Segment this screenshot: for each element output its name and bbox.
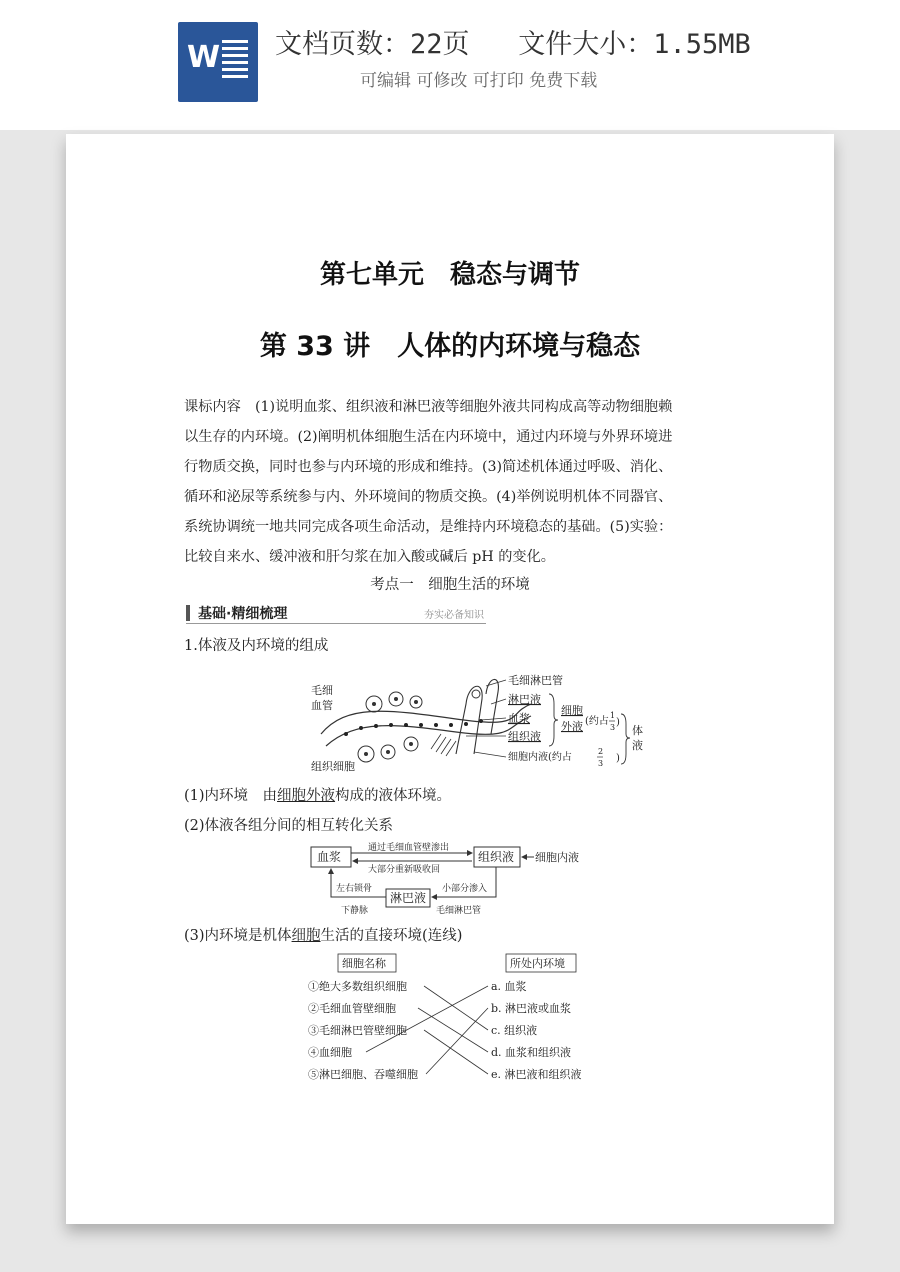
environment-item: a. 血浆 <box>491 980 527 993</box>
item-1-1-suffix: 构成的液体环境。 <box>335 788 452 804</box>
left-path-top-label: 左右锁骨 <box>336 884 373 894</box>
body-fluid-diagram <box>306 664 616 774</box>
arrow-back-label: 大部分重新吸收回 <box>368 865 441 875</box>
environment-item: b. 淋巴液或血浆 <box>491 1002 572 1015</box>
icf-ratio-denominator: 3 <box>598 759 604 768</box>
item-1-3-suffix: 生活的直接环境(连线) <box>320 928 463 944</box>
standard-line: 比较自来水、缓冲液和肝匀浆在加入酸或碱后 pH 的变化。 <box>184 549 555 565</box>
cell-item: ①绝大多数组织细胞 <box>308 980 407 993</box>
standard-line: 系统协调统一地共同完成各项生命活动，是维持内环境稳态的基础。(5)实验： <box>184 519 673 535</box>
ecf-label-2: 外液 <box>561 720 583 733</box>
lymph-box-label: 淋巴液 <box>390 891 427 905</box>
standard-line: 行物质交换，同时也参与内环境的形成和维持。(3)简述机体通过呼吸、消化、 <box>184 459 673 475</box>
section-tag: 夯实必备知识 <box>424 610 484 621</box>
section-marker <box>186 605 190 621</box>
lymph-capillary-label: 毛细淋巴管 <box>508 674 563 687</box>
word-document-icon <box>178 22 258 102</box>
arrow-top-label: 通过毛细血管壁渗出 <box>368 843 450 853</box>
lecture-title: 第 33 讲 人体的内环境与稳态 <box>259 331 641 362</box>
cell-item: ④血细胞 <box>308 1046 352 1059</box>
icf-label: 细胞内液(约占 <box>508 752 572 763</box>
item-1-3-prefix: (3)内环境是机体 <box>184 928 292 944</box>
right-path-bottom-label: 毛细淋巴管 <box>436 906 482 916</box>
cell-item: ②毛细血管壁细胞 <box>308 1002 396 1015</box>
environment-item: d. 血浆和组织液 <box>491 1046 572 1059</box>
document-lines-icon <box>222 40 248 82</box>
section-header <box>186 603 486 624</box>
standard-line: 课标内容 (1)说明血浆、组织液和淋巴液等细胞外液共同构成高等动物细胞赖 <box>184 399 673 415</box>
item-1-heading: 1.体液及内环境的组成 <box>184 638 329 654</box>
body-fluid-brace <box>616 694 656 774</box>
word-logo-letter: W <box>187 40 221 75</box>
item-1-2: (2)体液各组分间的相互转化关系 <box>184 818 394 834</box>
ecf-ratio-label: (约占 <box>585 716 609 727</box>
item-1-1-prefix: (1)内环境 由 <box>184 788 278 804</box>
left-path-bottom-label: 下静脉 <box>341 906 369 916</box>
body-fluid-label-2: 液 <box>632 739 643 752</box>
ecf-ratio-close: ) <box>616 717 620 728</box>
fluid-conversion-diagram <box>306 839 596 919</box>
tissue-fluid-box-label: 组织液 <box>478 850 515 864</box>
icf-box-label: 细胞内液 <box>535 851 579 864</box>
unit-title: 第七单元 稳态与调节 <box>319 260 580 290</box>
download-banner <box>0 0 900 130</box>
cell-item: ③毛细淋巴管壁细胞 <box>308 1024 407 1037</box>
plasma-box-label: 血浆 <box>317 850 342 864</box>
standard-line: 循环和泌尿等系统参与内、外环境间的物质交换。(4)举例说明机体不同器官、 <box>184 489 673 505</box>
cell-environment-matching <box>306 952 606 1087</box>
item-1-1 <box>184 784 451 805</box>
standard-line: 以生存的内环境。(2)阐明机体细胞生活在内环境中，通过内环境与外界环境进 <box>184 429 673 445</box>
environment-item: e. 淋巴液和组织液 <box>491 1068 582 1081</box>
lymph-label: 淋巴液 <box>508 693 541 706</box>
left-column-header: 细胞名称 <box>342 957 386 970</box>
section-label: 基础·精细梳理 <box>198 606 288 622</box>
document-info-title: 文档页数：22页 文件大小：1.55MB <box>275 29 751 60</box>
curriculum-standard <box>184 392 720 572</box>
document-page <box>66 134 834 1224</box>
plasma-label: 血浆 <box>508 712 530 725</box>
ecf-label-1: 细胞 <box>561 704 583 717</box>
environment-item: c. 组织液 <box>491 1024 538 1037</box>
right-column-header: 所处内环境 <box>510 957 565 970</box>
item-1-1-answer: 细胞外液 <box>277 788 336 804</box>
item-1-3 <box>184 924 462 945</box>
cell-item: ⑤淋巴细胞、吞噬细胞 <box>308 1068 418 1081</box>
tissue-fluid-label: 组织液 <box>508 730 541 743</box>
document-features: 可编辑 可修改 可打印 免费下载 <box>360 71 598 91</box>
right-path-top-label: 小部分渗入 <box>442 884 488 894</box>
body-fluid-label-1: 体 <box>632 724 643 737</box>
icf-ratio-close: ) <box>616 753 620 764</box>
ecf-ratio-denominator: 3 <box>610 723 616 732</box>
capillary-label-1: 毛细 <box>311 684 333 697</box>
ecf-ratio-numerator: 1 <box>610 711 616 720</box>
tissue-cell-label: 组织细胞 <box>311 760 355 773</box>
icf-ratio-numerator: 2 <box>598 747 604 756</box>
exam-point-heading: 考点一 细胞生活的环境 <box>370 577 530 593</box>
capillary-label-2: 血管 <box>311 699 333 712</box>
item-1-3-answer: 细胞 <box>291 928 321 944</box>
